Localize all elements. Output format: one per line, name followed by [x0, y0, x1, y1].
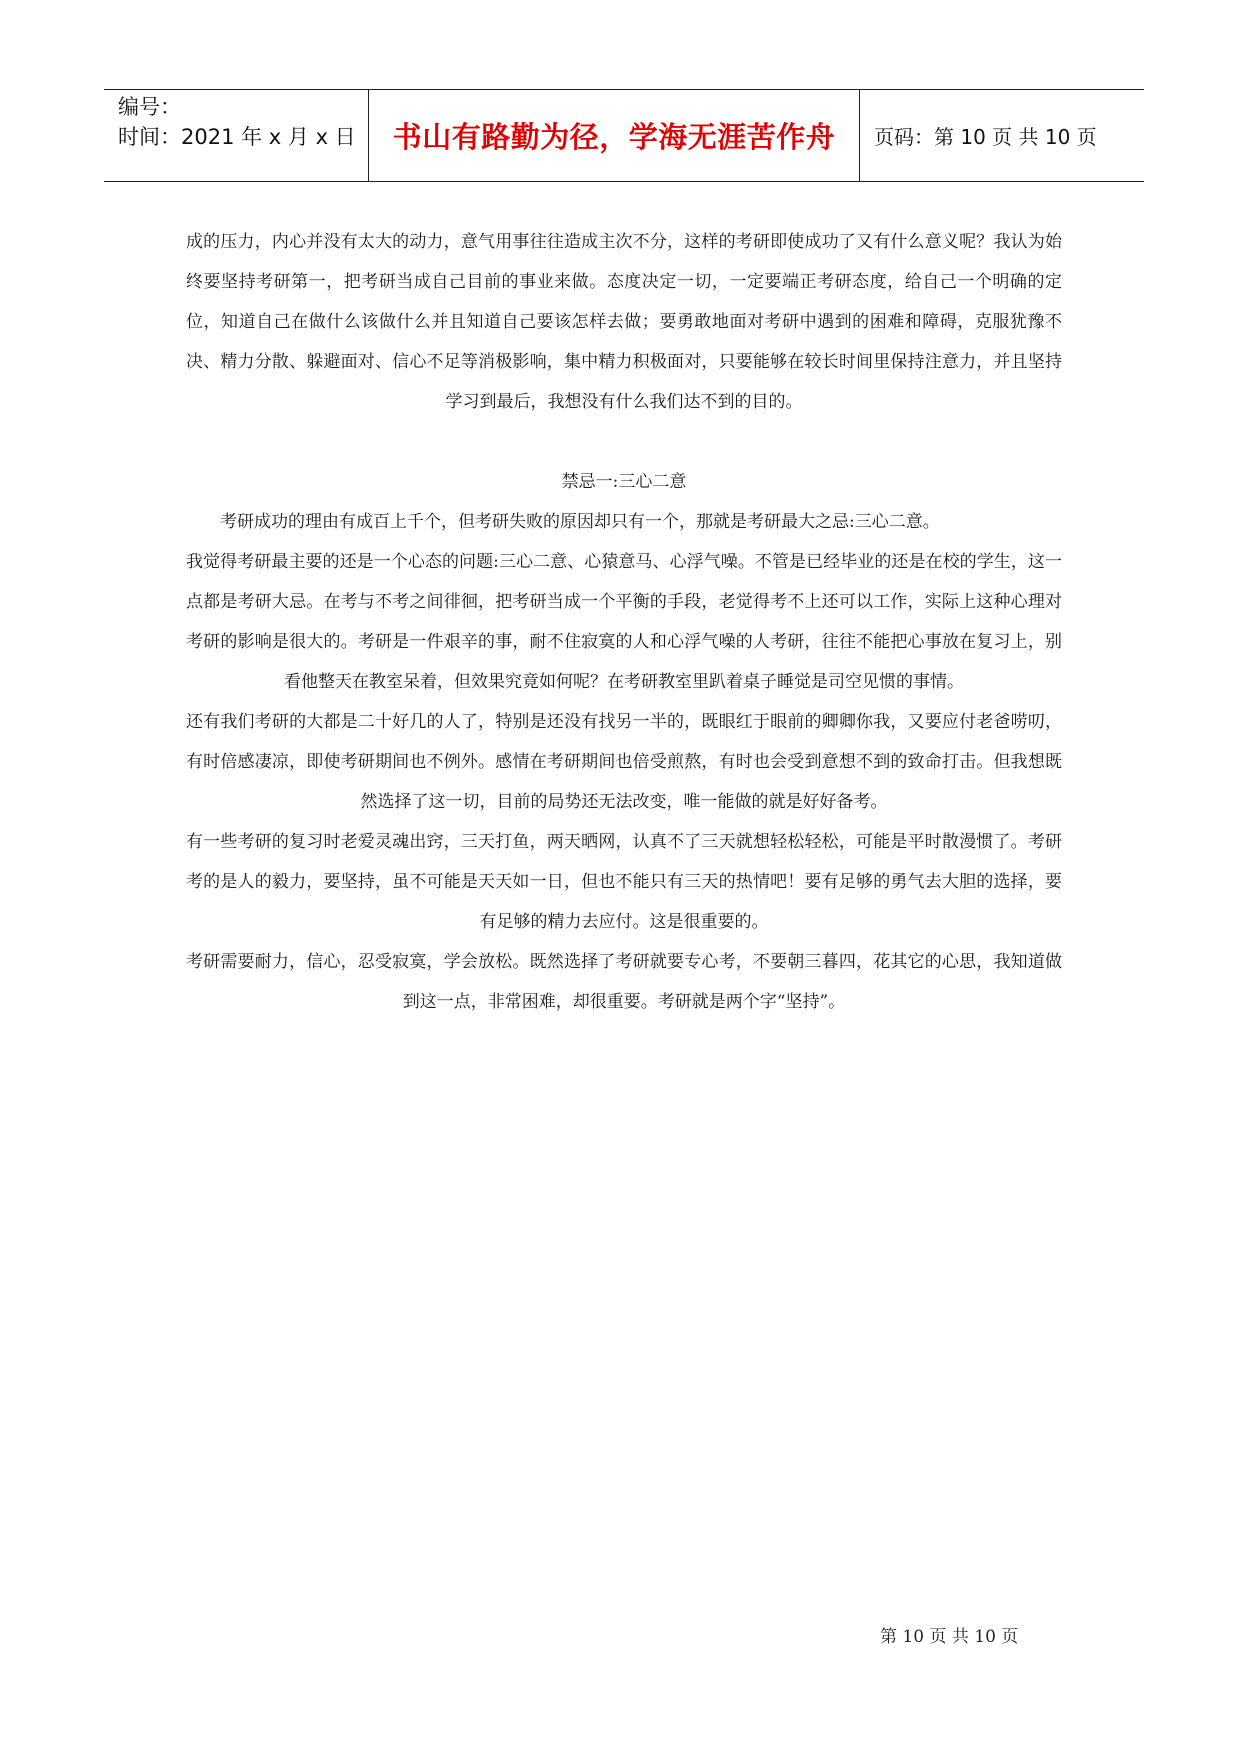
body-paragraph: 成的压力，内心并没有太大的动力，意气用事往往造成主次不分，这样的考研即使成功了又有什么意义呢？我认为始终要坚持考研第一，把考研当成自己目前的事业来做。态度决定一切，一定要端正考研态度，给自己一个明确的定位，知道自己在做什么该做什么并且知道自己要该怎样去做；要勇敢地面对考研中遇到的困难和障碍，克服犹豫不决、精力分散、躲避面对、信心不足等消极影响，集中精力积极面对，只要能够在较长时间里保持注意力，并且坚持学习到最后，我想没有什么我们达不到的目的。 — [186, 232, 1062, 412]
header-meta — [118, 92, 366, 152]
header-divider — [859, 90, 860, 181]
body-paragraph: 考研成功的理由有成百上千个，但考研失败的原因却只有一个，那就是考研最大之忌:三心二意。 — [220, 512, 940, 532]
document-body — [186, 222, 1062, 1022]
page-footer-number: 第 10 页 共 10 页 — [880, 1627, 1019, 1647]
document-time-label: 时间：2021 年 x 月 x 日 — [118, 125, 356, 149]
header-motto: 书山有路勤为径，学海无涯苦作舟 — [392, 120, 836, 154]
header-page-info: 页码：第 10 页 共 10 页 — [874, 125, 1097, 149]
body-paragraph: 考研需要耐力，信心，忍受寂寞，学会放松。既然选择了考研就要专心考，不要朝三暮四，花其它的心思，我知道做到这一点，非常困难，却很重要。考研就是两个字“坚持”。 — [186, 952, 1062, 1012]
document-number-label: 编号： — [118, 95, 181, 119]
body-paragraph: 我觉得考研最主要的还是一个心态的问题:三心二意、心猿意马、心浮气噪。不管是已经毕业的还是在校的学生，这一点都是考研大忌。在考与不考之间徘徊，把考研当成一个平衡的手段，老觉得考不上还可以工作，实际上这种心理对考研的影响是很大的。考研是一件艰辛的事，耐不住寂寞的人和心浮气噪的人考研，往往不能把心事放在复习上，别看他整天在教室呆着，但效果究竟如何呢？在考研教室里趴着桌子睡觉是司空见惯的事情。 — [186, 552, 1062, 692]
page-header — [104, 89, 1144, 182]
section-heading: 禁忌一:三心二意 — [561, 472, 687, 492]
body-paragraph: 有一些考研的复习时老爱灵魂出窍，三天打鱼，两天晒网，认真不了三天就想轻松轻松，可能是平时散漫惯了。考研考的是人的毅力，要坚持，虽不可能是天天如一日，但也不能只有三天的热情吧！要有足够的勇气去大胆的选择，要有足够的精力去应付。这是很重要的。 — [186, 832, 1062, 932]
body-paragraph: 还有我们考研的大都是二十好几的人了，特别是还没有找另一半的，既眼红于眼前的卿卿你我，又要应付老爸唠叨，有时倍感凄凉，即使考研期间也不例外。感情在考研期间也倍受煎熬，有时也会受到意想不到的致命打击。但我想既然选择了这一切，目前的局势还无法改变，唯一能做的就是好好备考。 — [186, 712, 1062, 812]
